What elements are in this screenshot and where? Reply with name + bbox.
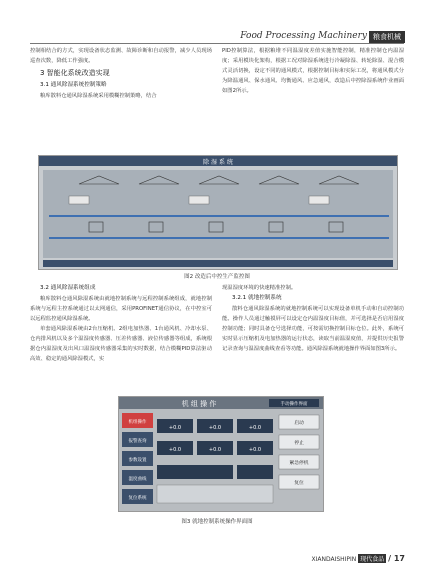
value-6: +0.0: [248, 447, 262, 453]
figure-2-caption: 图2 改造后中控生产监控图: [184, 274, 250, 280]
hmi-button-label-0: 启动: [294, 421, 304, 426]
side-menu-label-3: 温度曲线: [128, 477, 147, 482]
right-column-bottom: [222, 283, 404, 354]
figure-2-svg: [39, 156, 397, 269]
fig3-mode: 手动操作界面: [280, 402, 308, 407]
left-column-bottom: [30, 283, 212, 364]
hmi-button-label-1: 停止: [294, 441, 304, 446]
running-header-title: Food Processing Machinery: [240, 31, 367, 41]
fig3-title: 机 组 操 作: [181, 400, 217, 408]
fig2-title: 除 湿 系 统: [203, 159, 233, 166]
figure-3-svg: [119, 397, 323, 511]
figure-2-scada: [38, 155, 398, 270]
right_bottom-p-0: 现温湿度环境的快速精准控制。: [222, 285, 297, 291]
right_bottom-h3-1: 3.2.1 就地控制系统: [232, 295, 282, 301]
value-3: +0.0: [248, 425, 262, 431]
left_top-p-0: 控制相结合的方式，实现设备状态监测、故障诊断和自动报警，减少人员现场巡查次数，降低工作强度。: [30, 48, 212, 64]
header-rule: [30, 43, 404, 44]
left_bottom-p-2: 单套通风除湿系统由2台压缩机、2组电加热器、1台通风机、冷却水泵、仓内排风机以及多个温湿度传感器、压差传感器、液位传感器等组成，系统根据仓内温湿度及出风口温湿度传感器采集的实时数据，结合模糊PID算法驱动高效、稳定的通风除湿模式，实: [30, 326, 212, 362]
right_bottom-p-2: 散料仓通风除湿系统的就地控制系统可以实现设备单机手动和自动控制功能。操作人员通过触摸屏可以设定仓内温湿度目标值，并可选择是否启用湿度控制功能；同时具备仓号选择功能，可按需切换控制目标仓位。此外，系统可实时显示压缩机及电加热器的运行状态，读取当前温湿度值，并提供历史报警记录查询与温湿度曲线查看等功能。通风除湿系统就地操作界面如图3所示。: [222, 306, 404, 352]
left_top-h3-2: 3.1 通风除湿系统控制策略: [40, 82, 107, 88]
side-menu-label-2: 参数设置: [128, 458, 147, 463]
right_top-p-0: PID控制算法，根据粮堆不同温湿度差值实施智能控制，精准控制仓内温湿度；采用模块化架构，根据工况对除湿系统进行冷凝除湿、转轮除湿、混合模式灵活切换，设定不同的通风模式，根据控制目标和实际工况，将通风模式分为降温通风、保水通风、均衡通风、应急通风，改造后中控除湿系统作业画面如图2所示。: [222, 48, 404, 94]
left_bottom-p-1: 粮库散料仓通风除湿系统由就地控制系统与远程控制系统组成，就地控制系统与远程主控系统通过以太网通信，采用PROFINET通信协议，在中控室可以远程监控通风除湿系统。: [30, 296, 212, 322]
value-2: +0.0: [208, 425, 222, 431]
page-number: / 17: [388, 554, 405, 563]
page-footer: [311, 554, 405, 563]
left-column-top: [30, 46, 212, 101]
figure-3-caption: 图3 就地控制系统操作界面图: [181, 519, 253, 525]
left_bottom-h3-0: 3.2 通风除湿系统组成: [40, 285, 96, 291]
running-header-tag: 粮食机械: [369, 31, 405, 43]
figure-3-hmi: [118, 396, 324, 512]
hmi-button-label-3: 复位: [294, 481, 304, 486]
left_top-p-3: 粮库散料仓通风除湿系统采用模糊控制策略，结合: [40, 93, 157, 99]
hmi-button-label-2: 紧急停机: [289, 461, 309, 466]
footer-site: XIANDAISHIPIN: [311, 556, 357, 563]
side-menu-label-1: 报警查询: [128, 439, 147, 444]
footer-badge: 现代食品: [360, 556, 385, 563]
side-menu-label-4: 复位系统: [128, 496, 147, 501]
value-4: +0.0: [168, 447, 182, 453]
right-column-top: [222, 46, 404, 96]
left_top-h2-1: 3 智能化系统改造实现: [40, 69, 110, 77]
value-1: +0.0: [168, 425, 182, 431]
side-menu-label-0: 机组操作: [128, 420, 147, 425]
value-5: +0.0: [208, 447, 222, 453]
